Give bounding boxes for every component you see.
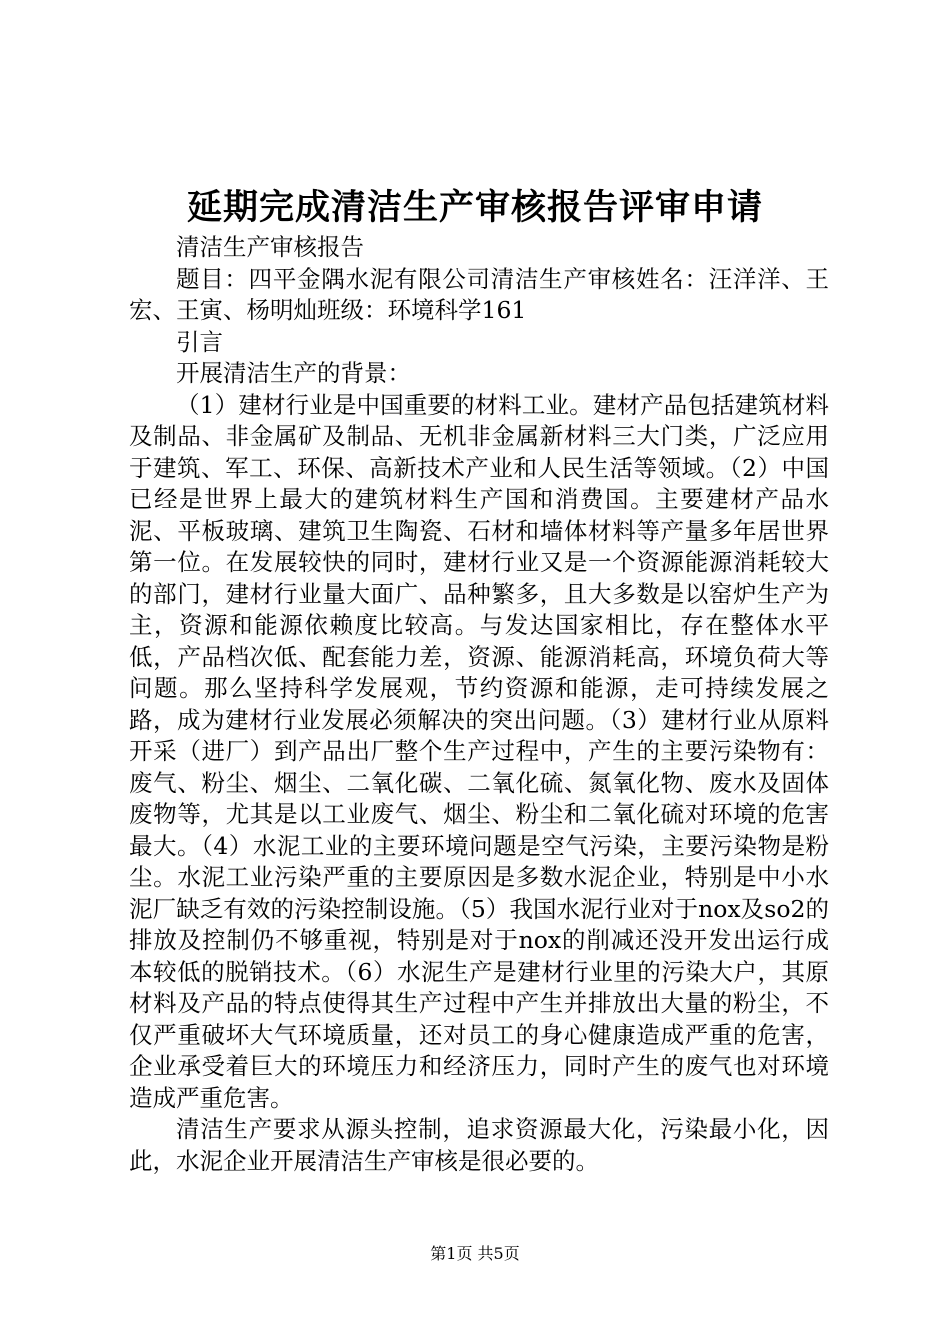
conclusion-paragraph: 清洁生产要求从源头控制，追求资源最大化，污染最小化，因此，水泥企业开展清洁生产审核是很必要的。 xyxy=(129,1115,829,1175)
page-number-footer: 第1页 共5页 xyxy=(430,1244,520,1263)
document-title: 延期完成清洁生产审核报告评审申请 xyxy=(186,187,763,228)
report-heading: 清洁生产审核报告 xyxy=(176,233,364,261)
background-heading: 开展清洁生产的背景： xyxy=(176,359,411,387)
document-body xyxy=(129,232,829,1177)
introduction-heading: 引言 xyxy=(176,327,223,356)
background-paragraph: （1）建材行业是中国重要的材料工业。建材产品包括建筑材料及制品、非金属矿及制品、无机非金属新材料三大门类，广泛应用于建筑、军工、环保、高新技术产业和人民生活等领域。（2）中国已经是世界上最大的建筑材料生产国和消费国。主要建材产品水泥、平板玻璃、建筑卫生陶瓷、石材和墙体材料等产量多年居世界第一位。在发展较快的同时，建材行业又是一个资源能源消耗较大的部门，建材行业量大面广、品种繁多，且大多数是以窑炉生产为主，资源和能源依赖度比较高。与发达国家相比，存在整体水平低，产品档次低、配套能力差，资源、能源消耗高，环境负荷大等问题。那么坚持科学发展观，节约资源和能源，走可持续发展之路，成为建材行业发展必须解决的突出问题。（3）建材行业从原料开采（进厂）到产品出厂整个生产过程中，产生的主要污染物有：废气、粉尘、烟尘、二氧化碳、二氧化硫、氮氧化物、废水及固体废物等，尤其是以工业废气、烟尘、粉尘和二氧化硫对环境的危害最大。（4）水泥工业的主要环境问题是空气污染，主要污染物是粉尘。水泥工业污染严重的主要原因是多数水泥企业，特别是中小水泥厂缺乏有效的污染控制设施。（5）我国水泥行业对于nox及so2的排放及控制仍不够重视，特别是对于nox的削减还没开发出运行成本较低的脱销技术。（6）水泥生产是建材行业里的污染大户，其原材料及产品的特点使得其生产过程中产生并排放出大量的粉尘，不仅严重破坏大气环境质量，还对员工的身心健康造成严重的危害，企业承受着巨大的环境压力和经济压力，同时产生的废气也对环境造成严重危害。 xyxy=(129,390,829,1112)
report-topic-line: 题目：四平金隅水泥有限公司清洁生产审核姓名：汪洋洋、王宏、王寅、杨明灿班级：环境科学161 xyxy=(129,264,829,324)
